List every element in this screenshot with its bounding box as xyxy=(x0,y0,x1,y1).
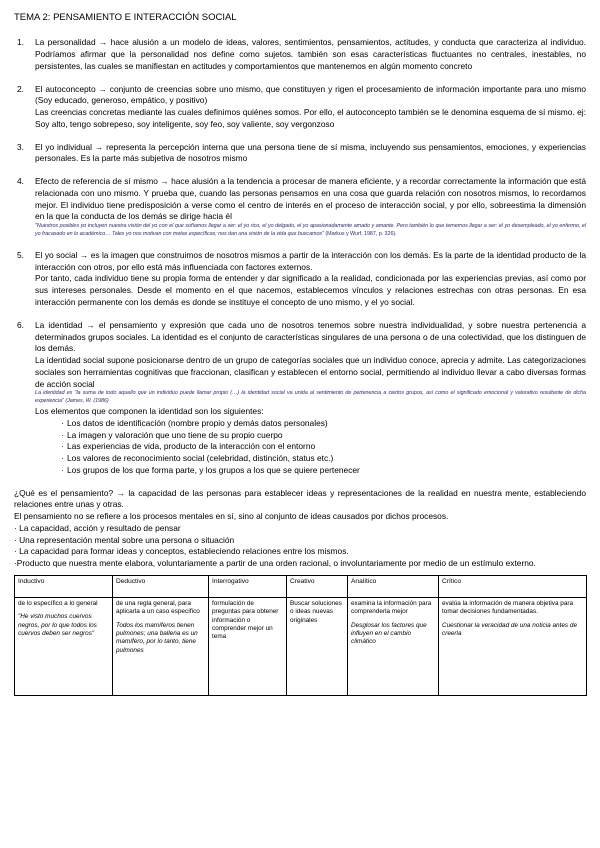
cell-example: Cuestionar la veracidad de una noticia antes de creerla xyxy=(442,621,578,637)
quote-note xyxy=(35,223,586,239)
list-item-personalidad xyxy=(14,37,586,72)
thought-bullet: · Una representación mental sobre una persona o situación xyxy=(14,534,235,545)
cell-example: "He visto muchos cuervos negros, por lo que todos los cuervos deben ser negros" xyxy=(18,613,97,637)
list-item-yo-social xyxy=(14,250,586,309)
item-paragraph: El yo social → es la imagen que construimos de nosotros mismos a partir de la interacción con los demás. Es la parte de la identidad producto de la interacción con otros, por ello está más influenciada con factores externos. xyxy=(35,249,586,272)
list-item-efecto-referencia xyxy=(14,176,586,239)
cell-definition: de una regla general, para aplicarla a un caso específico xyxy=(116,599,200,616)
list-item-yo-individual xyxy=(14,142,586,166)
thinking-types-table xyxy=(14,575,587,696)
table-cell xyxy=(113,597,209,695)
header-analitico: Analítico xyxy=(348,575,439,597)
cell-example: Todos los mamíferos tienen pulmones; una ballena es un mamífero, por lo tanto, tiene pulmones xyxy=(116,621,198,654)
list-item: · Los datos de identificación (nombre propio y demás datos personales) xyxy=(61,418,586,430)
item-paragraph: Por tanto, cada individuo tiene su propia forma de entender y dar significado a la realidad, condicionada por las experiencias previas, así como por sus intereses personales. Desde el momento en el que nacemos, establecemos vínculos y relaciones estrechas con otras personas. En esa interacción permanente con los demás es donde se instituye el concepto de uno mismo, y el yo social. xyxy=(35,273,586,307)
item-paragraph: La identidad social supone posicionarse dentro de un grupo de categorías sociales que un individuo conoce, aprecia y admite. Las categorizaciones sociales son herramientas cognitivas que fraccionan, clasifican y establecen el entorno social, permitiendo al individuo llevar a cabo diversas formas de acción social xyxy=(35,355,586,389)
elements-intro: Los elementos que componen la identidad son los siguientes: xyxy=(35,405,264,416)
header-interrogativo: Interrogativo xyxy=(209,575,287,597)
table-cell xyxy=(439,597,587,695)
item-number: 5. xyxy=(17,249,24,260)
table-cell xyxy=(348,597,439,695)
header-creativo: Creativo xyxy=(287,575,348,597)
identity-elements-list xyxy=(35,418,586,477)
cell-definition: evalúa la información de manera objetiva para tomar decisiones fundamentadas. xyxy=(442,599,574,616)
table-header-row xyxy=(15,575,587,597)
cell-definition: examina la información para comprenderla mejor xyxy=(351,599,432,616)
table-cell xyxy=(209,597,287,695)
concepts-list xyxy=(14,37,586,476)
item-number: 1. xyxy=(17,37,24,48)
cell-definition: formulación de preguntas para obtener información o comprender mejor un tema xyxy=(212,599,279,641)
header-deductivo: Deductivo xyxy=(113,575,209,597)
cell-example: Desglosar los factores que influyen en el cambio climático xyxy=(351,621,427,646)
list-item: · La imagen y valoración que uno tiene de su propio cuerpo xyxy=(61,430,586,442)
thought-intro: El pensamiento no se refiere a los procesos mentales en sí, sino al conjunto de ideas causados por dichos procesos. xyxy=(14,511,449,522)
quote-reference: (Markus y Wurf, 1987, p. 326). xyxy=(325,231,397,238)
table-cell xyxy=(15,597,113,695)
thought-section xyxy=(14,488,586,570)
list-item: · Los grupos de los que forma parte, y los grupos a los que se quiere pertenecer xyxy=(61,465,586,477)
list-item: · Los valores de reconocimiento social (celebridad, distinción, status etc.) xyxy=(61,453,586,465)
document-title: TEMA 2: PENSAMIENTO E INTERACCIÓN SOCIAL xyxy=(14,12,237,23)
item-paragraph: La personalidad → hace alusión a un modelo de ideas, valores, sentimientos, pensamientos, actitudes, y conducta que caracteriza al individuo. Podríamos afirmar que la personalidad nos define como sujetos. también son esas características fluctuantes no centrales, inestables, no persistentes, las cuales se manifiestan en actitudes y comportamientos que mantenemos en algún momento concreto xyxy=(35,37,586,71)
thought-bullet: · La capacidad para formar ideas y conceptos, estableciendo relaciones entre los mismos. xyxy=(14,546,349,557)
thought-bullet: ·Producto que nuestra mente elabora, voluntariamente a partir de una orden racional, o involuntariamente por medio de un estímulo externo. xyxy=(14,558,536,569)
item-number: 2. xyxy=(17,83,24,94)
quote-note: La identidad es "la suma de todo aquello que un individuo puede llamar propio (…) la identidad social va unida al sentimiento de pertenencia a ciertos grupos, así como el significado emocional y valorativo resultante de dicha experiencia" (James, W. (1986) xyxy=(35,390,586,405)
item-number: 3. xyxy=(17,141,24,152)
item-paragraph: El autoconcepto → conjunto de creencias sobre uno mismo, que constituyen y rigen el procesamiento de información importante para uno mismo (Soy educado, generoso, empático, y positivo) xyxy=(35,83,586,106)
list-item-autoconcepto xyxy=(14,84,586,131)
list-item-identidad xyxy=(14,320,586,477)
item-paragraph: Las creencias concretas mediante las cuales definimos quiénes somos. Por ello, el autoconcepto también se le denomina esquema de sí mismo. ej: Soy alto, tengo sobrepeso, soy inteligente, soy feo, soy valiente, soy vergonzoso xyxy=(35,107,586,129)
thought-bullet: · La capacidad, acción y resultado de pensar xyxy=(14,522,181,533)
item-paragraph: Efecto de referencia de sí mismo → hace alusión a la tendencia a procesar de manera eficiente, y a recordar correctamente la información que está relacionada con uno mismo. Y prueba que, cuando las personas pensamos en una cosa que guarda relación con nosotros mismos, lo recordamos mejor. El individuo tiene predisposición a verse como el centro de interés en el proceso de interacción social, y por ello, sobreestima la dimensión en la que la conducta de los demás se dirige hacia él xyxy=(35,176,586,222)
thought-question: ¿Qué es el pensamiento? → la capacidad de las personas para establecer ideas y representaciones de la realidad en nuestra mente, estableciendo relaciones entre unas y otras. xyxy=(14,487,586,510)
list-item: · Las experiencias de vida, producto de la interacción con el entorno xyxy=(61,441,586,453)
item-paragraph: La identidad → el pensamiento y expresión que cada uno de nosotros tenemos sobre nuestra individualidad, y sobre nuestra pertenencia a determinados grupos sociales. La identidad es el conjunto de características singulares de una persona o de una colectividad, que los distinguen de los demás. xyxy=(35,319,586,354)
item-number: 4. xyxy=(17,176,24,187)
header-critico: Crítico xyxy=(439,575,587,597)
item-paragraph: El yo individual → representa la percepción interna que una persona tiene de sí misma, incluyendo sus pensamientos, emociones, y experiencias personales. Es la parte más subjetiva de nosotros mismo xyxy=(35,141,586,164)
cell-definition: de lo específico a lo general xyxy=(18,599,98,607)
table-cell xyxy=(287,597,348,695)
quote-text: "Nuestros posibles yo incluyen nuestra visión del yo con el que soñamos llegar a ser: el yo rico, el yo delgado, el yo apasionadamente amado y amante. Pero también lo que tememos llegar a ser: el yo desempleado, el yo enfermo, el yo fracasado en lo académico… Tales yo nos motivan con metas específicas; nos dan una visión de la vida que buscamos" xyxy=(35,223,586,238)
table-row xyxy=(15,597,587,695)
header-inductivo: Inductivo xyxy=(15,575,113,597)
item-number: 6. xyxy=(17,319,24,330)
cell-definition: Buscar soluciones o ideas nuevas originales xyxy=(290,599,342,624)
